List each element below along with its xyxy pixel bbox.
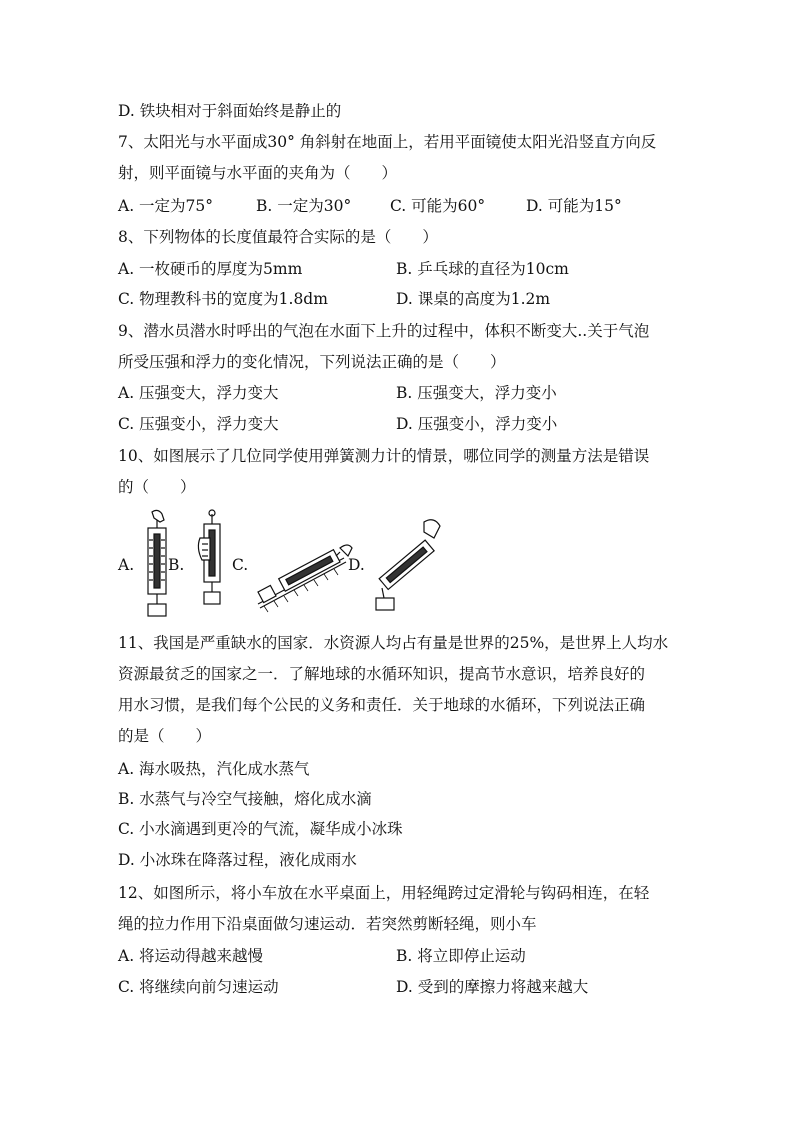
q8-option-c: C. 物理教科书的宽度为1.8dm <box>118 290 328 308</box>
spring-scale-drawings <box>118 508 458 620</box>
q9-stem-line2: 所受压强和浮力的变化情况，下列说法正确的是（ ） <box>118 353 506 371</box>
figure-label-a: A. <box>118 556 135 574</box>
q11-option-a: A. 海水吸热，汽化成水蒸气 <box>118 760 310 778</box>
q8-stem-line1: 8、下列物体的长度值最符合实际的是（ ） <box>118 228 438 246</box>
q7-option-a: A. 一定为75° <box>118 197 214 215</box>
figure-label-d: D. <box>348 556 365 574</box>
q10-stem-line2: 的（ ） <box>118 478 196 496</box>
q7-stem-line1: 7、太阳光与水平面成30° 角斜射在地面上，若用平面镜使太阳光沿竖直方向反 <box>118 133 657 151</box>
q11-stem-line1: 11、我国是严重缺水的国家．水资源人均占有量是世界的25%，是世界上人均水 <box>118 634 669 652</box>
q9-option-a: A. 压强变大，浮力变大 <box>118 384 279 402</box>
q11-option-d: D. 小冰珠在降落过程，液化成雨水 <box>118 851 357 869</box>
q8-option-d: D. 课桌的高度为1.2m <box>396 290 551 308</box>
q7-option-b: B. 一定为30° <box>256 197 352 215</box>
q7-option-c: C. 可能为60° <box>390 197 486 215</box>
figure-d-spring-scale <box>376 520 440 610</box>
q11-option-b: B. 水蒸气与冷空气接触，熔化成水滴 <box>118 790 372 808</box>
q8-option-a: A. 一枚硬币的厚度为5mm <box>118 260 303 278</box>
q12-stem-line2: 绳的拉力作用下沿桌面做匀速运动．若突然剪断轻绳，则小车 <box>118 915 537 933</box>
spring-scale-figure <box>118 508 458 620</box>
figure-c-spring-scale <box>258 545 352 612</box>
q10-stem-line1: 10、如图展示了几位同学使用弹簧测力计的情景，哪位同学的测量方法是错误 <box>118 447 650 465</box>
q7-option-d: D. 可能为15° <box>526 197 622 215</box>
q11-stem-line4: 的是（ ） <box>118 727 212 745</box>
q9-option-b: B. 压强变大，浮力变小 <box>396 384 557 402</box>
q12-option-b: B. 将立即停止运动 <box>396 947 526 965</box>
q12-option-a: A. 将运动得越来越慢 <box>118 947 264 965</box>
q7-stem-line2: 射，则平面镜与水平面的夹角为（ ） <box>118 164 398 182</box>
q11-stem-line2: 资源最贫乏的国家之一．了解地球的水循环知识，提高节水意识，培养良好的 <box>118 665 646 683</box>
figure-label-b: B. <box>168 556 185 574</box>
q9-option-c: C. 压强变小，浮力变大 <box>118 415 279 433</box>
q9-stem-line1: 9、潜水员潜水时呼出的气泡在水面下上升的过程中，体积不断变大..关于气泡 <box>118 322 650 340</box>
q6-option-d: D. 铁块相对于斜面始终是静止的 <box>118 102 342 120</box>
figure-a-spring-scale <box>148 510 166 616</box>
figure-b-spring-scale <box>198 510 220 604</box>
q11-option-c: C. 小水滴遇到更冷的气流，凝华成小冰珠 <box>118 820 403 838</box>
q9-option-d: D. 压强变小，浮力变小 <box>396 415 558 433</box>
q12-stem-line1: 12、如图所示，将小车放在水平桌面上，用轻绳跨过定滑轮与钩码相连，在轻 <box>118 884 650 902</box>
q12-option-d: D. 受到的摩擦力将越来越大 <box>396 978 589 996</box>
q8-option-b: B. 乒乓球的直径为10cm <box>396 260 569 278</box>
q11-stem-line3: 用水习惯，是我们每个公民的义务和责任．关于地球的水循环，下列说法正确 <box>118 696 646 714</box>
q12-option-c: C. 将继续向前匀速运动 <box>118 978 279 996</box>
figure-label-c: C. <box>232 556 249 574</box>
